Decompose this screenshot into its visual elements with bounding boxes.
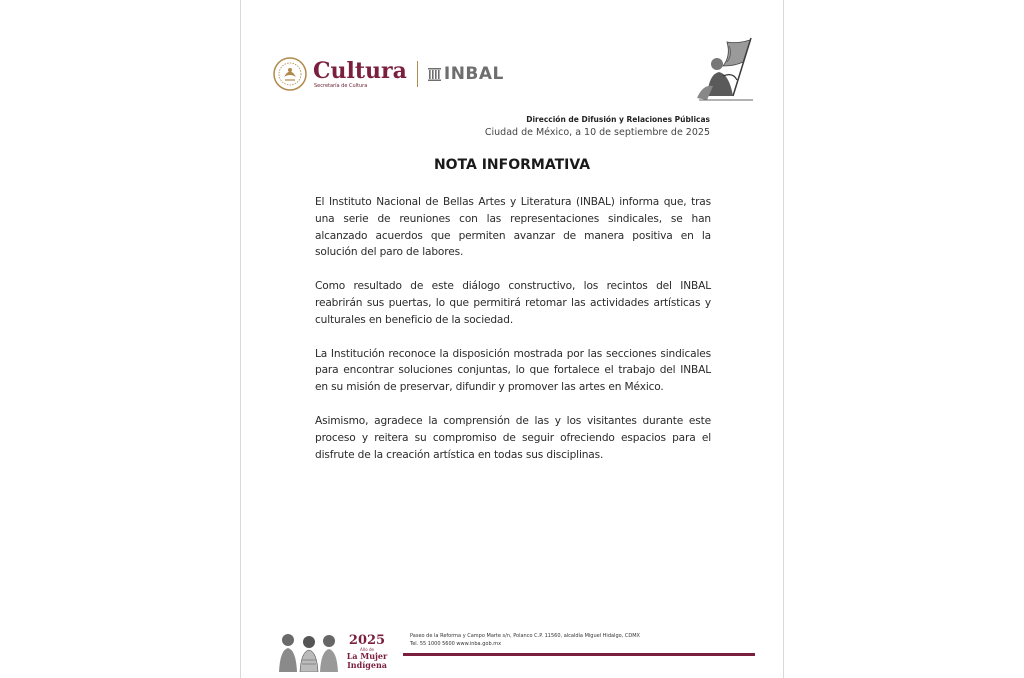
brand-subtitle: Secretaría de Cultura (314, 82, 368, 89)
national-seal-icon (273, 57, 307, 91)
indigenous-women-illustration-icon (276, 630, 342, 672)
partner-name: INBAL (443, 64, 504, 84)
page-edge-right (783, 0, 784, 678)
document-title: NOTA INFORMATIVA (433, 157, 591, 173)
year-name-line-2: Indígena (347, 660, 387, 670)
address-line: Paseo de la Reforma y Campo Marte s/n, Polanco C.P. 11560, alcaldía Miguel Hidalgo, CDMX (410, 633, 640, 639)
paragraph: El Instituto Nacional de Bellas Artes y Literatura (INBAL) informa que, tras una serie de reuniones con las representaciones sindicales, se han alcanzado acuerdos que permiten avanzar de manera positiva en la solución del paro de labores. (315, 196, 711, 259)
contact-line: Tel. 55 1000 5600 www.inba.gob.mx (410, 641, 502, 647)
document-body (315, 194, 711, 480)
paragraph: Asimismo, agradece la comprensión de las y los visitantes durante este proceso y reitera su compromiso de seguir ofreciendo espacios para el disfrute de la creación artística en todas sus disciplinas. (315, 414, 711, 461)
footer-address (410, 632, 640, 648)
brand-name: Cultura (313, 57, 407, 84)
paragraph: Como resultado de este diálogo constructivo, los recintos del INBAL reabrirán sus puertas, lo que permitirá retomar las actividades artísticas y culturales en beneficio de la sociedad. (315, 280, 711, 326)
year-badge (343, 634, 391, 670)
year-name-line-1: La Mujer (346, 651, 388, 661)
year-number: 2025 (348, 633, 386, 648)
flag-illustration-icon (693, 36, 757, 102)
department-line: Dirección de Difusión y Relaciones Públicas (526, 115, 710, 124)
year-caption: Año de (360, 647, 374, 652)
inbal-columns-icon (428, 67, 441, 81)
header-logo (273, 54, 504, 94)
document-page (241, 0, 783, 678)
footer-divider (403, 653, 755, 656)
paragraph: La Institución reconoce la disposición mostrada por las secciones sindicales para encontrar soluciones conjuntas, lo que fortalece el trabajo del INBAL en su misión de preservar, difundir y promover las artes en México. (315, 347, 711, 394)
date-line: Ciudad de México, a 10 de septiembre de 2025 (484, 127, 710, 138)
logo-divider (417, 61, 418, 87)
